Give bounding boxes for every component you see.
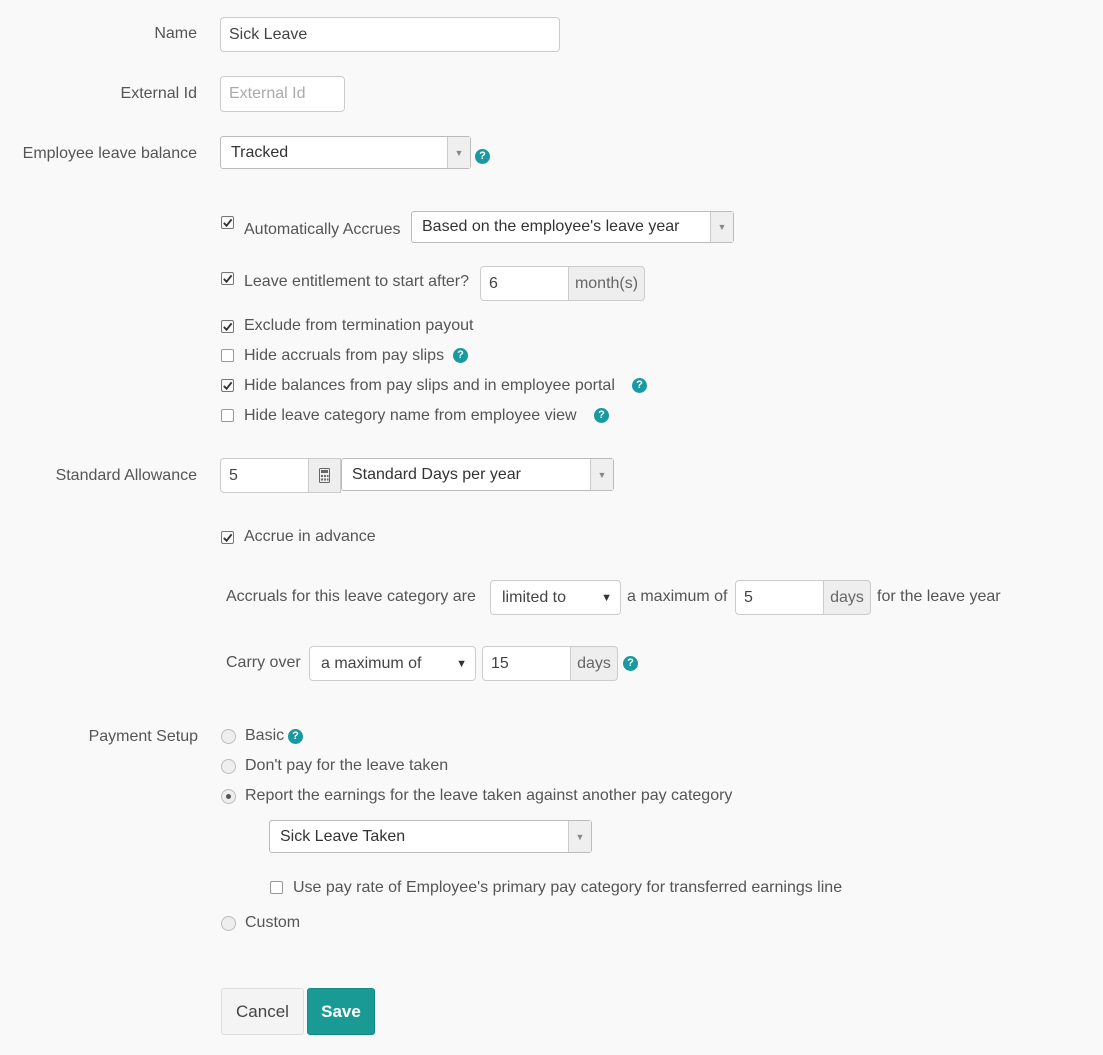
hide-accruals-checkbox[interactable] bbox=[221, 349, 234, 362]
accruals-unit: days bbox=[823, 580, 871, 615]
accruals-prefix: Accruals for this leave category are bbox=[226, 588, 476, 605]
external-id-label: External Id bbox=[120, 85, 197, 102]
chevron-down-icon: ▼ bbox=[447, 137, 470, 168]
save-button[interactable]: Save bbox=[307, 988, 375, 1035]
payment-custom-label: Custom bbox=[245, 914, 301, 931]
question-icon[interactable]: ? bbox=[475, 149, 490, 164]
check-icon bbox=[222, 380, 233, 391]
carry-over-input[interactable] bbox=[482, 646, 571, 681]
payment-dont-pay-label: Don't pay for the leave taken bbox=[245, 757, 449, 774]
payment-custom-radio[interactable] bbox=[221, 916, 236, 931]
chevron-down-icon: ▼ bbox=[710, 212, 733, 242]
accruals-mode-value: limited to bbox=[502, 588, 567, 606]
entitlement-label: Leave entitlement to start after? bbox=[244, 273, 470, 290]
use-primary-rate-label: Use pay rate of Employee's primary pay category for transferred earnings line bbox=[293, 879, 843, 896]
hide-accruals-label: Hide accruals from pay slips bbox=[244, 347, 445, 364]
accruals-middle: a maximum of bbox=[627, 588, 728, 605]
question-icon[interactable]: ? bbox=[623, 656, 638, 671]
entitlement-input[interactable] bbox=[480, 266, 569, 301]
auto-accrues-value: Based on the employee's leave year bbox=[422, 218, 680, 235]
check-icon bbox=[222, 532, 233, 543]
check-icon bbox=[222, 273, 233, 284]
standard-allowance-label: Standard Allowance bbox=[55, 467, 197, 484]
leave-balance-value: Tracked bbox=[231, 143, 289, 161]
accrue-advance-label: Accrue in advance bbox=[244, 528, 376, 545]
name-input[interactable] bbox=[220, 17, 560, 52]
name-label: Name bbox=[154, 25, 197, 42]
carry-over-unit: days bbox=[570, 646, 618, 681]
pay-category-select[interactable] bbox=[269, 820, 592, 853]
payment-basic-label: Basic bbox=[245, 727, 285, 744]
entitlement-checkbox[interactable] bbox=[221, 272, 234, 285]
chevron-down-icon: ▼ bbox=[568, 821, 591, 852]
accrue-advance-checkbox[interactable] bbox=[221, 531, 234, 544]
caret-down-icon: ▼ bbox=[601, 591, 612, 604]
check-icon bbox=[222, 321, 233, 332]
carry-over-label: Carry over bbox=[226, 654, 301, 671]
leave-balance-select[interactable] bbox=[220, 136, 471, 169]
payment-setup-label: Payment Setup bbox=[88, 728, 198, 745]
payment-report-radio[interactable] bbox=[221, 789, 236, 804]
question-icon[interactable]: ? bbox=[632, 378, 647, 393]
question-icon[interactable]: ? bbox=[594, 408, 609, 423]
calculator-button[interactable] bbox=[308, 458, 341, 493]
use-primary-rate-checkbox[interactable] bbox=[270, 881, 283, 894]
check-icon bbox=[222, 217, 233, 228]
auto-accrues-select[interactable] bbox=[411, 211, 734, 243]
exclude-termination-checkbox[interactable] bbox=[221, 320, 234, 333]
payment-dont-pay-radio[interactable] bbox=[221, 759, 236, 774]
calculator-icon bbox=[319, 468, 330, 483]
auto-accrues-checkbox[interactable] bbox=[221, 216, 234, 229]
allowance-unit-value: Standard Days per year bbox=[352, 465, 521, 483]
standard-allowance-input[interactable] bbox=[220, 458, 309, 493]
carry-over-mode-select[interactable] bbox=[309, 646, 476, 681]
entitlement-unit: month(s) bbox=[568, 266, 645, 301]
hide-balances-label: Hide balances from pay slips and in employee portal bbox=[244, 377, 615, 394]
question-icon[interactable]: ? bbox=[288, 729, 303, 744]
accruals-suffix: for the leave year bbox=[877, 588, 1001, 605]
auto-accrues-label: Automatically Accrues bbox=[244, 221, 401, 238]
question-icon[interactable]: ? bbox=[453, 348, 468, 363]
external-id-input[interactable] bbox=[220, 76, 345, 112]
accruals-mode-select[interactable] bbox=[490, 580, 621, 615]
allowance-unit-select[interactable] bbox=[341, 458, 614, 491]
pay-category-value: Sick Leave Taken bbox=[280, 827, 406, 845]
payment-report-label: Report the earnings for the leave taken against another pay category bbox=[245, 787, 733, 804]
leave-balance-label: Employee leave balance bbox=[22, 145, 197, 162]
accruals-max-input[interactable] bbox=[735, 580, 824, 615]
hide-category-name-label: Hide leave category name from employee view bbox=[244, 407, 577, 424]
hide-category-name-checkbox[interactable] bbox=[221, 409, 234, 422]
caret-down-icon: ▼ bbox=[456, 657, 467, 670]
payment-basic-radio[interactable] bbox=[221, 729, 236, 744]
hide-balances-checkbox[interactable] bbox=[221, 379, 234, 392]
chevron-down-icon: ▼ bbox=[590, 459, 613, 490]
carry-over-mode-value: a maximum of bbox=[321, 654, 422, 672]
exclude-termination-label: Exclude from termination payout bbox=[244, 317, 474, 334]
cancel-button[interactable]: Cancel bbox=[221, 988, 304, 1035]
